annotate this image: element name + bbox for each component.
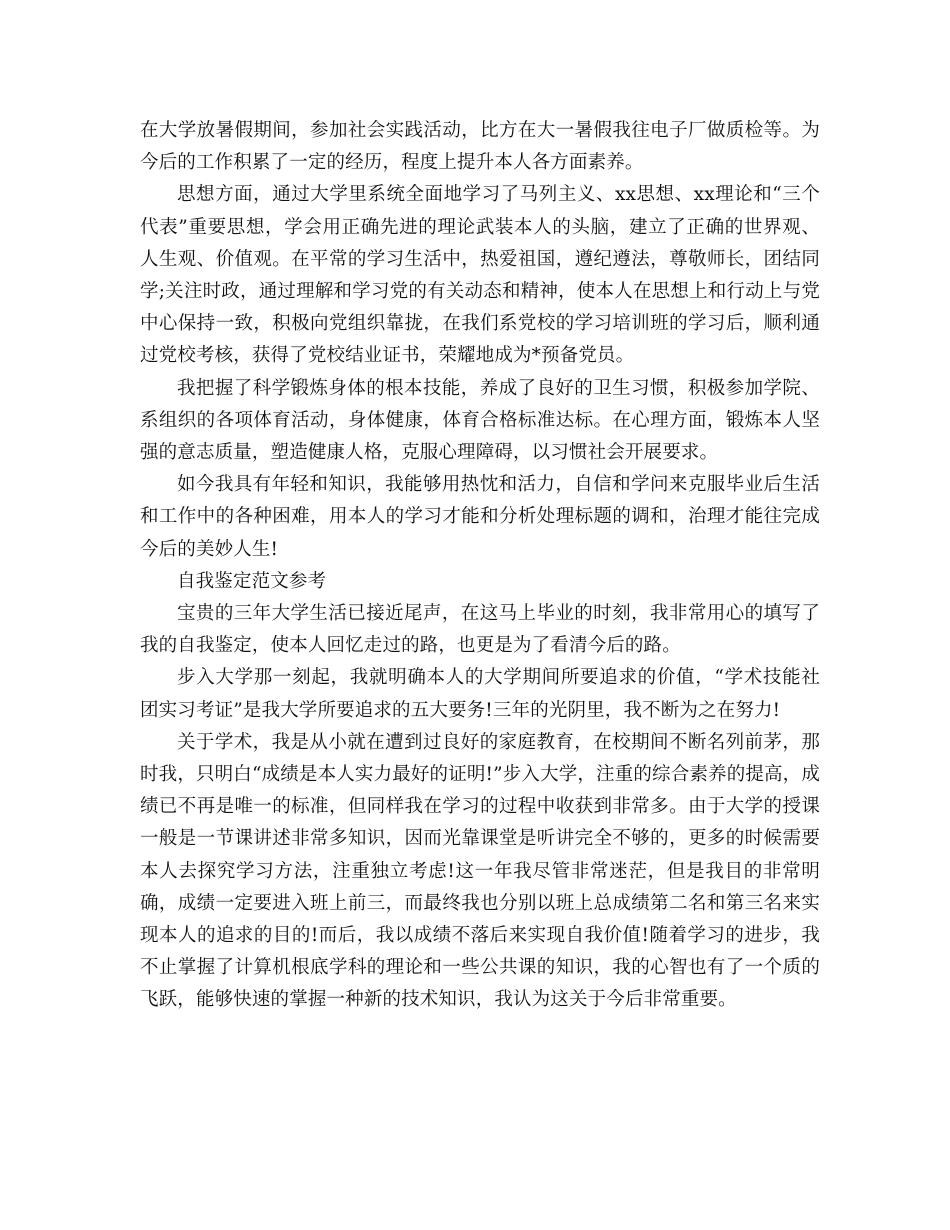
paragraph-academics: 关于学术，我是从小就在遭到过良好的家庭教育，在校期间不断名列前茅，那时我，只明白“成绩是本人实力最好的证明!”步入大学，注重的综合素养的提高，成绩已不再是唯一的标准，但同样我在学习的过程中收获到非常多。由于大学的授课一般是一节课讲述非常多知识，因而光靠课堂是听讲完全不够的，更多的时候需要本人去探究学习方法，注重独立考虑!这一年我尽管非常迷茫，但是我目的非常明确，成绩一定要进入班上前三，而最终我也分别以班上总成绩第二名和第三名来实现本人的追求的目的!而后，我以成绩不落后来实现自我价值!随着学习的进步，我不止掌握了计算机根底学科的理论和一些公共课的知识，我的心智也有了一个质的飞跃，能够快速的掌握一种新的技术知识，我认为这关于今后非常重要。 <box>140 731 820 1011</box>
paragraph-self-appraisal-intro: 宝贵的三年大学生活已接近尾声，在这马上毕业的时刻，我非常用心的填写了我的自我鉴定，使本人回忆走过的路，也更是为了看清今后的路。 <box>140 603 820 657</box>
paragraph-physical-health: 我把握了科学锻炼身体的根本技能，养成了良好的卫生习惯，积极参加学院、系组织的各项体育活动，身体健康，体育合格标准达标。在心理方面，锻炼本人坚强的意志质量，塑造健康人格，克服心理障碍，以习惯社会开展要求。 <box>140 377 820 464</box>
paragraph-university-goals: 步入大学那一刻起，我就明确本人的大学期间所要追求的价值，“学术技能社团实习考证”是我大学所要追求的五大要务!三年的光阴里，我不断为之在努力! <box>140 667 820 721</box>
document-body <box>140 115 820 1017</box>
section-heading: 自我鉴定范文参考 <box>177 570 327 592</box>
paragraph-summer-practice: 在大学放暑假期间，参加社会实践活动，比方在大一暑假我往电子厂做质检等。为今后的工作积累了一定的经历，程度上提升本人各方面素养。 <box>140 120 820 174</box>
paragraph-future-life: 如今我具有年轻和知识，我能够用热忱和活力，自信和学问来克服毕业后生活和工作中的各种困难，用本人的学习才能和分析处理标题的调和，治理才能往完成今后的美妙人生! <box>140 474 820 560</box>
paragraph-ideology: 思想方面，通过大学里系统全面地学习了马列主义、xx思想、xx理论和“三个代表”重要思想，学会用正确先进的理论武装本人的头脑，建立了正确的世界观、人生观、价值观。在平常的学习生活中，热爱祖国，遵纪遵法，尊敬师长，团结同学;关注时政，通过理解和学习党的有关动态和精神，使本人在思想上和行动上与党中心保持一致，积极向党组织靠拢，在我们系党校的学习培训班的学习后，顺利通过党校考核，获得了党校结业证书，荣耀地成为*预备党员。 <box>140 184 820 367</box>
